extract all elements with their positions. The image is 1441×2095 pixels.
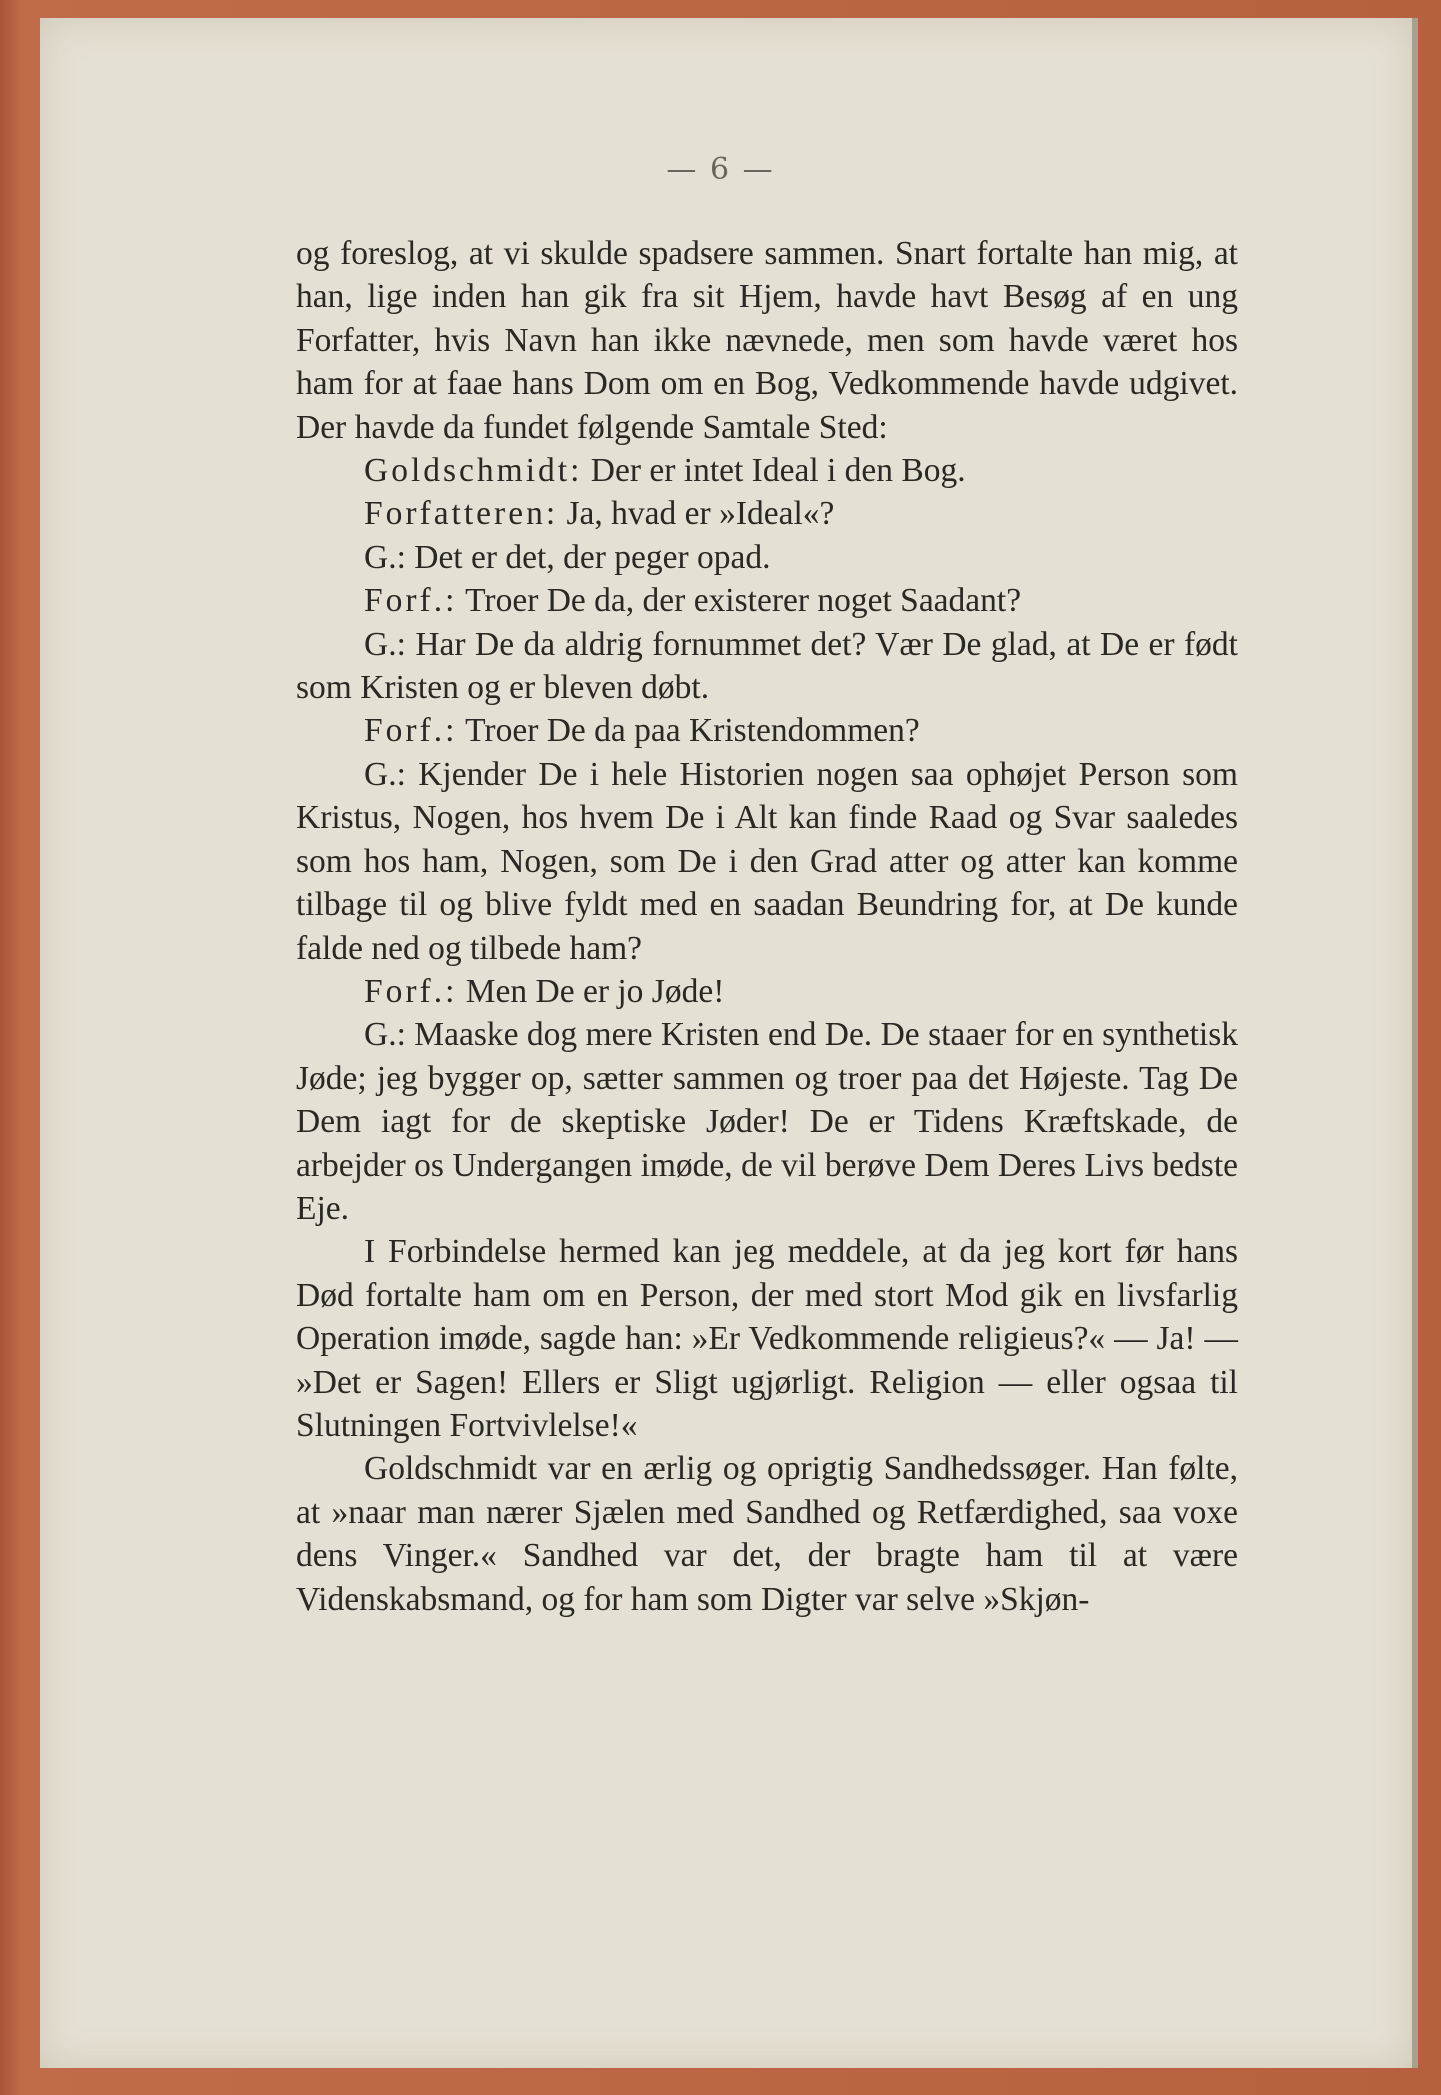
dialogue-text: Kjender De i hele Historien nogen saa ophøjet Person som Kristus, Nogen, hos hvem De i Alt kan finde Raad og Svar saaledes som hos ham, Nogen, som De i den Grad atter og atter kan komme tilbage til og blive fyldt med en saadan Beundring for, at De kunde falde ned og tilbede ham? [296, 755, 1238, 967]
dialogue-line [296, 623, 1238, 710]
dialogue-text: Der er intet Ideal i den Bog. [582, 452, 966, 490]
dialogue-line [296, 536, 1238, 579]
speaker-label: Forfatteren: [364, 495, 559, 533]
paragraph: I Forbindelse hermed kan jeg meddele, at da jeg kort før hans Død fortalte ham om en Person, der med stort Mod gik en livsfarlig Operation imøde, sagde han: »Er Vedkommende religieus?« — Ja! — »Det er Sagen! Ellers er Sligt ugjørligt. Religion — eller ogsaa til Slutningen Fortvivlelse!« [296, 1233, 1238, 1444]
paragraph: Goldschmidt var en ærlig og oprigtig Sandhedssøger. Han følte, at »naar man nærer Sjælen med Sandhed og Retfærdighed, saa voxe dens Vinger.« Sandhed var det, der bragte ham til at være Videnskabsmand, og for ham som Digter var selve »Skjøn- [296, 1450, 1238, 1618]
body-text [296, 232, 1238, 1621]
paragraph: og foreslog, at vi skulde spadsere sammen. Snart fortalte han mig, at han, lige inden han gik fra sit Hjem, havde havt Besøg af en ung Forfatter, hvis Navn han ikke nævnede, men som havde været hos ham for at faae hans Dom om en Bog, Vedkommende havde udgivet. Der havde da fundet følgende Samtale Sted: [296, 235, 1238, 446]
dialogue-text: Troer De da, der existerer noget Saadant? [457, 582, 1022, 620]
dialogue-line [296, 709, 1238, 752]
dialogue-text: Troer De da paa Kristendommen? [457, 712, 920, 750]
speaker-label: Forf.: [364, 582, 458, 620]
speaker-label: Goldschmidt: [364, 452, 583, 490]
dialogue-line [296, 1013, 1238, 1230]
dialogue-line [296, 753, 1238, 970]
dialogue-line [296, 970, 1238, 1013]
dialogue-text: Men De er jo Jøde! [457, 972, 725, 1010]
page-number: — 6 — [666, 152, 775, 187]
dialogue-line [296, 492, 1238, 535]
dialogue-text: Maaske dog mere Kristen end De. De staaer for en synthetisk Jøde; jeg bygger op, sætter sammen og troer paa det Højeste. Tag De Dem iagt for de skeptiske Jøder! De er Tidens Kræftskade, de arbejder os Undergangen imøde, de vil berøve Dem Deres Livs bedste Eje. [296, 1016, 1238, 1227]
dialogue-text: Det er det, der peger opad. [405, 538, 771, 576]
speaker-label: G.: [364, 1016, 406, 1054]
speaker-label: Forf.: [364, 972, 458, 1010]
speaker-label: G.: [364, 538, 406, 576]
speaker-label: G.: [364, 755, 406, 793]
speaker-label: Forf.: [364, 712, 458, 750]
speaker-label: G.: [364, 625, 406, 663]
dialogue-line [296, 579, 1238, 622]
dialogue-line [296, 449, 1238, 492]
dialogue-text: Ja, hvad er »Ideal«? [558, 495, 835, 533]
dialogue-text: Har De da aldrig fornummet det? Vær De glad, at De er født som Kristen og er bleven døbt. [296, 625, 1238, 707]
